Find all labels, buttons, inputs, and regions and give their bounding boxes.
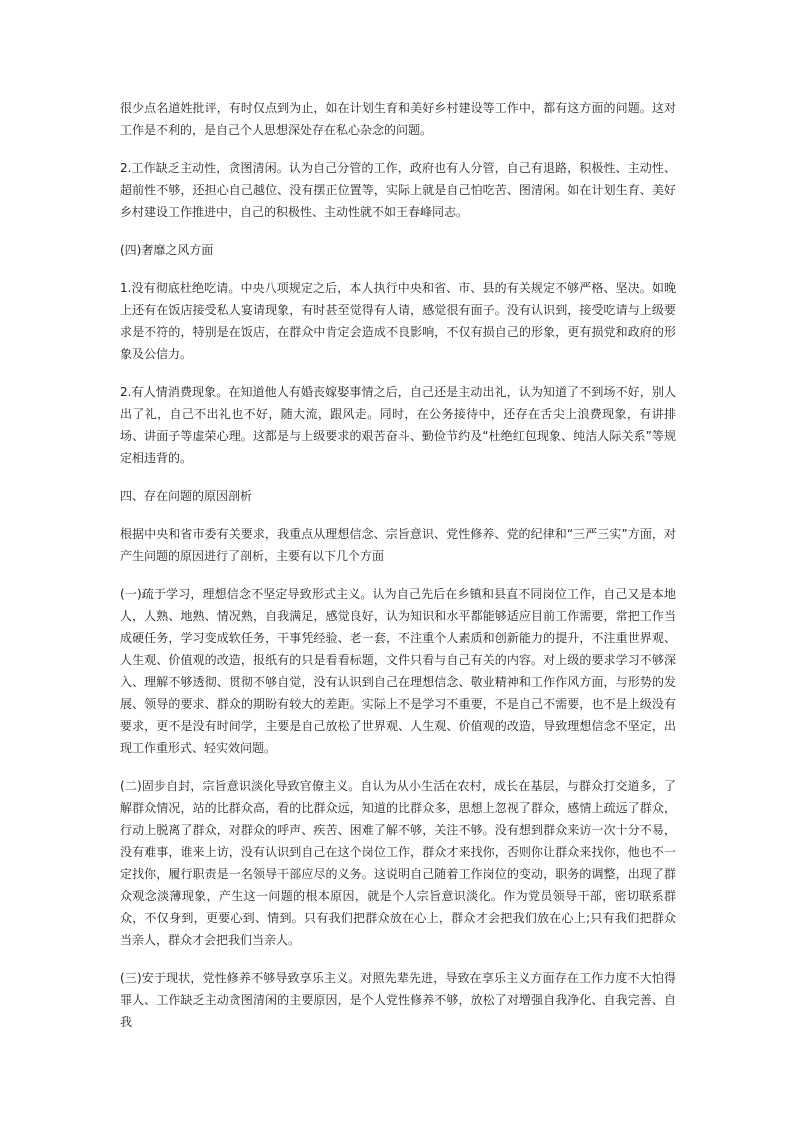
document-page: [120, 97, 676, 1049]
paragraph-lack-of-initiative: 2.工作缺乏主动性，贪图清闲。认为自己分管的工作，政府也有人分管，自己有退路，积极性、主动性、超前性不够，还担心自己越位、没有摆正位置等，实际上就是自己怕吃苦、图清闲。如在计划生育、美好乡村建设工作推进中，自己的积极性、主动性就不如王春峰同志。: [120, 161, 676, 219]
paragraph-cause-formalism: (一)疏于学习，理想信念不坚定导致形式主义。认为自己先后在乡镇和县直不同岗位工作，自己又是本地人，人熟、地熟、情况熟，自我满足，感觉良好，认为知识和水平都能够适应目前工作需要，常把工作当成硬任务，学习变成软任务，干事凭经验、老一套，不注重个人素质和创新能力的提升，不注重世界观、人生观、价值观的改造，报纸有的只是看看标题，文件只看与自己有关的内容。对上级的要求学习不够深入、理解不够透彻、贯彻不够自觉，没有认识到自己在理想信念、敬业精神和工作作风方面，与形势的发展、领导的要求、群众的期盼有较大的差距。实际上不是学习不重要，不是自己不需要，也不是上级没有要求，更不是没有时间学，主要是自己放松了世界观、人生观、价值观的改造，导致理想信念不坚定，出现工作重形式、轻实效问题。: [120, 587, 676, 755]
paragraph-commitment-continued: 很少点名道姓批评，有时仅点到为止，如在计划生育和美好乡村建设等工作中，都有这方面的问题。这对工作是不利的，是自己个人思想深处存在私心杂念的问题。: [120, 101, 676, 137]
paragraph-gift-spending: 2.有人情消费现象。在知道他人有婚丧嫁娶事情之后，自己还是主动出礼，认为知道了不到场不好，别人出了礼，自己不出礼也不好，随大流，跟风走。同时，在公务接待中，还存在舌尖上浪费现象，有讲排场、讲面子等虚荣心理。这都是与上级要求的艰苦奋斗、勤俭节约及“杜绝红包现象、纯洁人际关系”等规定相违背的。: [120, 385, 676, 465]
paragraph-cause-bureaucratism: (二)固步自封，宗旨意识淡化导致官僚主义。自认为从小生活在农村，成长在基层，与群众打交道多，了解群众情况，站的比群众高，看的比群众远，知道的比群众多，思想上忽视了群众，感情上疏远了群众，行动上脱离了群众，对群众的呼声、疾苦、困难了解不够，关注不够。没有想到群众来访一次十分不易，没有难事，谁来上访，没有认识到自己在这个岗位工作，群众才来找你，否则你让群众来找你，他也不一定找你，履行职责是一名领导干部应尽的义务。这说明自己随着工作岗位的变动，职务的调整，出现了群众观念淡薄现象，产生这一问题的根本原因，就是个人宗旨意识淡化。作为党员领导干部，密切联系群众，不仅身到，更要心到、情到。只有我们把群众放在心上，群众才会把我们放在心上;只有我们把群众当亲人，群众才会把我们当亲人。: [120, 779, 676, 947]
paragraph-banquets: 1.没有彻底杜绝吃请。中央八项规定之后，本人执行中央和省、市、县的有关规定不够严格、坚决。如晚上还有在饭店接受私人宴请现象，有时甚至觉得有人请，感觉很有面子。没有认识到，接受吃请与上级要求是不符的，特别是在饭店，在群众中肯定会造成不良影响，不仅有损自己的形象，更有损党和政府的形象及公信力。: [120, 281, 676, 361]
paragraph-analysis-intro: 根据中央和省市委有关要求，我重点从理想信念、宗旨意识、党性修养、党的纪律和“三严三实”方面，对产生问题的原因进行了剖析，主要有以下几个方面: [120, 527, 676, 563]
section-heading-extravagance: (四)奢靡之风方面: [120, 243, 214, 257]
paragraph-cause-hedonism: (三)安于现状，党性修养不够导致享乐主义。对照先辈先进，导致在享乐主义方面存在工作力度不大怕得罪人、工作缺乏主动贪图清闲的主要原因，是个人党性修养不够，放松了对增强自我净化、自我完善、自我: [120, 971, 676, 1029]
section-heading-cause-analysis: 四、存在问题的原因剖析: [120, 489, 253, 503]
